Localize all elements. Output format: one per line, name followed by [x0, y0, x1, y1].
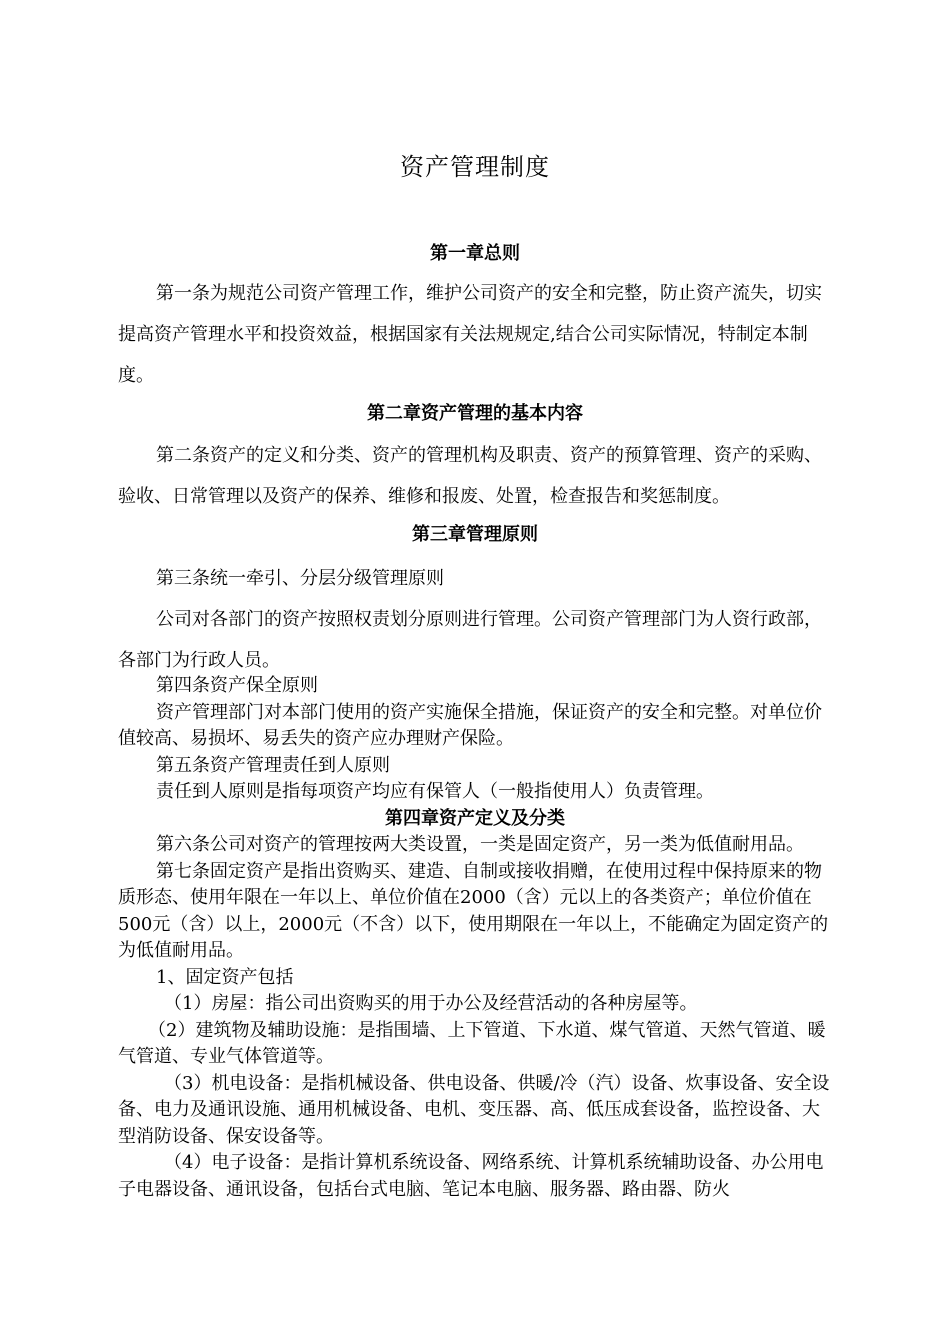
article-5-body: 责任到人原则是指每项资产均应有保管人（一般指使用人）负责管理。 [156, 781, 714, 802]
chapter-heading-1: 第一章总则 [430, 243, 520, 264]
list-item-1-3: （3）机电设备：是指机械设备、供电设备、供暖/冷（汽）设备、炊事设备、安全设备、电力及通讯设施、通用机械设备、电机、变压器、高、低压成套设备，监控设备、大型消防设备、保安设备等。 [118, 1072, 830, 1147]
article-7: 第七条固定资产是指出资购买、建造、自制或接收捐赠，在使用过程中保持原来的物质形态、使用年限在一年以上、单位价值在2000（含）元以上的各类资产；单位价值在500元（含）以上，2000元（不含）以下，使用期限在一年以上，不能确定为固定资产的为低值耐用品。 [118, 860, 829, 961]
list-item-1-4: （4）电子设备：是指计算机系统设备、网络系统、计算机系统辅助设备、办公用电子电器设备、通讯设备，包括台式电脑、笔记本电脑、服务器、路由器、防火 [118, 1152, 824, 1200]
article-1: 第一条为规范公司资产管理工作，维护公司资产的安全和完整，防止资产流失，切实提高资产管理水平和投资效益，根据国家有关法规规定,结合公司实际情况，特制定本制度。 [118, 283, 822, 386]
document-body-lower [118, 673, 832, 1203]
list-item-1: 1、固定资产包括 [156, 966, 294, 988]
article-4-body: 资产管理部门对本部门使用的资产实施保全措施，保证资产的安全和完整。对单位价值较高、易损坏、易丢失的资产应办理财产保险。 [118, 701, 822, 749]
chapter-heading-2: 第二章资产管理的基本内容 [367, 403, 583, 424]
article-2: 第二条资产的定义和分类、资产的管理机构及职责、资产的预算管理、资产的采购、验收、日常管理以及资产的保养、维修和报废、处置，检查报告和奖惩制度。 [118, 445, 822, 507]
article-5: 第五条资产管理责任到人原则 [156, 754, 390, 776]
article-6: 第六条公司对资产的管理按两大类设置，一类是固定资产，另一类为低值耐用品。 [156, 834, 804, 855]
article-3-body: 公司对各部门的资产按照权责划分原则进行管理。公司资产管理部门为人资行政部，各部门为行政人员。 [118, 609, 822, 671]
chapter-heading-4: 第四章资产定义及分类 [385, 807, 565, 829]
document-body-upper [118, 239, 832, 681]
article-3: 第三条统一牵引、分层分级管理原则 [156, 568, 444, 589]
article-4: 第四条资产保全原则 [156, 675, 318, 696]
list-item-1-2: （2）建筑物及辅助设施：是指围墙、上下管道、下水道、煤气管道、天然气管道、暖气管道、专业气体管道等。 [118, 1019, 826, 1067]
page-title: 资产管理制度 [400, 153, 550, 181]
chapter-heading-3: 第三章管理原则 [412, 524, 538, 545]
list-item-1-1: （1）房屋：指公司出资购买的用于办公及经营活动的各种房屋等。 [164, 993, 698, 1014]
